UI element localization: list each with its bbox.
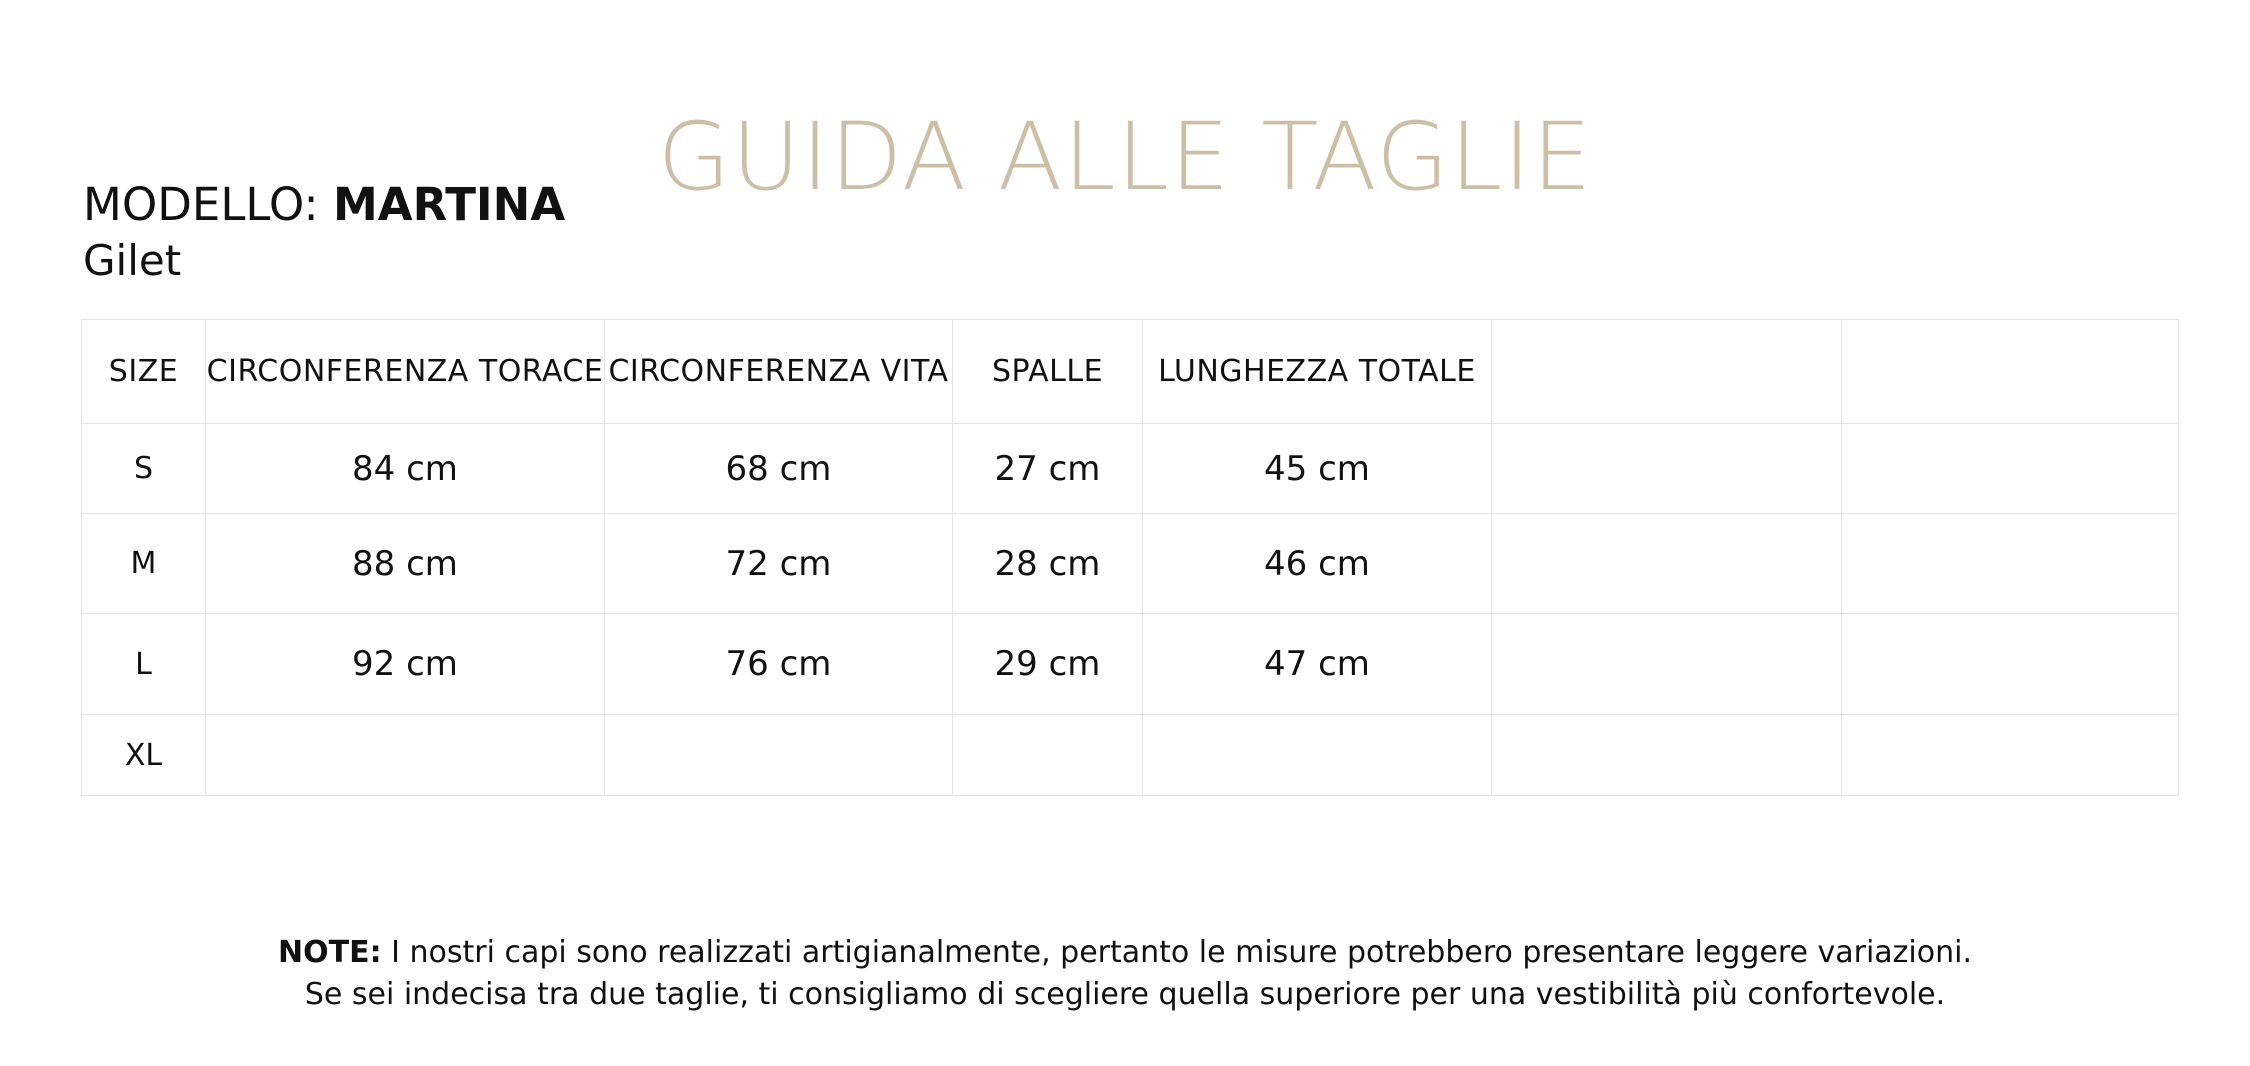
header-waist-circumference: CIRCONFERENZA VITA xyxy=(605,320,953,424)
empty-cell xyxy=(1492,424,1842,514)
header-total-length: LUNGHEZZA TOTALE xyxy=(1143,320,1492,424)
length-cell: 46 cm xyxy=(1143,514,1492,614)
chest-cell: 92 cm xyxy=(206,614,605,715)
note xyxy=(0,932,2250,1016)
note-line-1 xyxy=(0,932,2250,974)
waist-cell: 72 cm xyxy=(605,514,953,614)
model-label: MODELLO: xyxy=(83,178,319,231)
length-cell xyxy=(1143,715,1492,796)
header-chest-circumference: CIRCONFERENZA TORACE xyxy=(206,320,605,424)
shoulders-cell: 27 cm xyxy=(953,424,1143,514)
header-empty xyxy=(1842,320,2179,424)
empty-cell xyxy=(1842,424,2179,514)
size-table xyxy=(81,319,2179,796)
model-line xyxy=(83,178,565,232)
waist-cell: 68 cm xyxy=(605,424,953,514)
table-row xyxy=(82,514,2179,614)
size-cell: L xyxy=(82,614,206,715)
header-shoulders: SPALLE xyxy=(953,320,1143,424)
shoulders-cell: 29 cm xyxy=(953,614,1143,715)
table-header-row xyxy=(82,320,2179,424)
table-row xyxy=(82,715,2179,796)
note-text-1: I nostri capi sono realizzati artigianalmente, pertanto le misure potrebbero presentare leggere variazioni. xyxy=(391,935,1972,970)
note-line-2: Se sei indecisa tra due taglie, ti consigliamo di scegliere quella superiore per una vestibilità più confortevole. xyxy=(304,977,1946,1012)
header-size: SIZE xyxy=(82,320,206,424)
size-cell: S xyxy=(82,424,206,514)
chest-cell xyxy=(206,715,605,796)
empty-cell xyxy=(1492,614,1842,715)
empty-cell xyxy=(1842,514,2179,614)
size-cell: M xyxy=(82,514,206,614)
empty-cell xyxy=(1842,614,2179,715)
table-row xyxy=(82,424,2179,514)
length-cell: 45 cm xyxy=(1143,424,1492,514)
empty-cell xyxy=(1492,514,1842,614)
table-row xyxy=(82,614,2179,715)
chest-cell: 88 cm xyxy=(206,514,605,614)
waist-cell xyxy=(605,715,953,796)
header-empty xyxy=(1492,320,1842,424)
page-title: GUIDA ALLE TAGLIE xyxy=(657,102,1593,212)
empty-cell xyxy=(1842,715,2179,796)
note-label: NOTE: xyxy=(278,935,382,970)
shoulders-cell xyxy=(953,715,1143,796)
waist-cell: 76 cm xyxy=(605,614,953,715)
model-name: MARTINA xyxy=(332,178,566,231)
garment-type: Gilet xyxy=(83,236,182,285)
shoulders-cell: 28 cm xyxy=(953,514,1143,614)
chest-cell: 84 cm xyxy=(206,424,605,514)
length-cell: 47 cm xyxy=(1143,614,1492,715)
size-cell: XL xyxy=(82,715,206,796)
empty-cell xyxy=(1492,715,1842,796)
